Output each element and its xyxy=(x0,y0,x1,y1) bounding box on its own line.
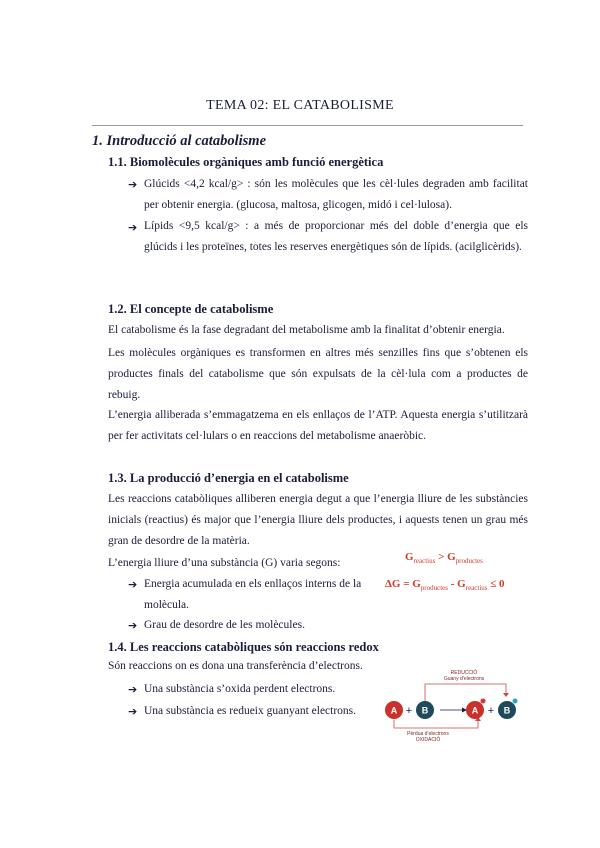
bullet-redueix: Una substància es redueix guanyant electrons. xyxy=(144,705,357,717)
svg-text:B: B xyxy=(421,705,429,716)
paragraph-transferencia: Són reaccions on es dona una transferència d’electrons. xyxy=(108,660,363,672)
redox-diagram xyxy=(378,664,528,746)
svg-text:B: B xyxy=(503,705,511,716)
bullet-oxida: Una substància s’oxida perdent electrons. xyxy=(144,683,336,695)
formula-delta-g: $\Delta G = G_{productes} - G_{reactius} \le 0$ xyxy=(385,578,505,593)
subsection-1-2-heading: 1.2. El concepte de catabolisme xyxy=(108,302,274,316)
subsection-1-4-heading: 1.4. Les reaccions catabòliques són reaccions redox xyxy=(108,640,379,654)
subsection-1-3-heading: 1.3. La producció d’energia en el catabolisme xyxy=(108,471,349,485)
bullet-lipids: Lípids <9,5 kcal/g> : a més de proporcionar més del doble d’energia que els glúcids i les proteïnes, totes les reserves energètiques són de lípids. (acilglicèrids). xyxy=(144,220,528,253)
reduction-path xyxy=(425,684,509,702)
svg-text:+: + xyxy=(405,705,413,717)
paragraph-atp: L’energia alliberada s’emmagatzema en els enllaços de l’ATP. Aquesta energia s’utilitzarà per fer activitats cel·lulars o en reaccions del metabolisme anaeròbic. xyxy=(108,409,528,442)
paragraph-energia-lliure: Les reaccions catabòliques alliberen energia degut a que l’energia lliure de les substàncies inicials (reactius) és major que l’energia lliure dels productes, i aquests tenen un grau més gran de desordre de la matèria. xyxy=(108,493,528,547)
oxidation-path xyxy=(394,717,481,728)
loss-electrons-label: Pèrdua d’electrons xyxy=(407,731,449,737)
electron-icon xyxy=(481,699,486,704)
paragraph-catabolisme-def: El catabolisme és la fase degradant del metabolisme amb la finalitat d’obtenir energia. xyxy=(108,324,505,336)
bullet-glucids: Glúcids <4,2 kcal/g> : són les molècules que les cèl·lules degraden amb facilitat per obtenir energia. (glucosa, maltosa, glicogen, midó i cel·lulosa). xyxy=(144,178,528,211)
title-rule xyxy=(92,125,523,126)
oxidation-label: OXIDACIÓ xyxy=(415,737,441,743)
formula-g-reactius: $G_{reactius} > G_{productes}$ xyxy=(405,551,483,566)
section-1-heading: 1. Introducció al catabolisme xyxy=(92,133,266,149)
electron-icon xyxy=(513,699,518,704)
arrow-bullet-icon: ➔ xyxy=(128,683,138,696)
arrow-bullet-icon: ➔ xyxy=(128,221,138,234)
paragraph-g-varia: L’energia lliure d’una substància (G) varia segons: xyxy=(108,557,341,569)
svg-text:A: A xyxy=(471,705,479,716)
arrow-bullet-icon: ➔ xyxy=(128,578,138,591)
gain-electrons-label: Guany d’electrons xyxy=(443,676,485,682)
svg-text:A: A xyxy=(390,705,398,716)
reduction-label: REDUCCIÓ xyxy=(450,670,478,676)
paragraph-molecules: Les molècules orgàniques es transformen en altres més senzilles fins que s’obtenen els productes finals del catabolisme que són expulsats de la cèl·lula com a productes de rebuig. xyxy=(108,347,528,401)
arrow-bullet-icon: ➔ xyxy=(128,705,138,718)
arrow-bullet-icon: ➔ xyxy=(128,619,138,632)
arrow-bullet-icon: ➔ xyxy=(128,178,138,191)
subsection-1-1-heading: 1.1. Biomolècules orgàniques amb funció energètica xyxy=(108,155,384,169)
bullet-energia-acumulada: Energia acumulada en els enllaços interns de la molècula. xyxy=(144,578,362,611)
page-title: TEMA 02: EL CATABOLISME xyxy=(206,98,394,113)
svg-text:+: + xyxy=(487,705,495,717)
bullet-grau-desordre: Grau de desordre de les molècules. xyxy=(144,619,305,631)
